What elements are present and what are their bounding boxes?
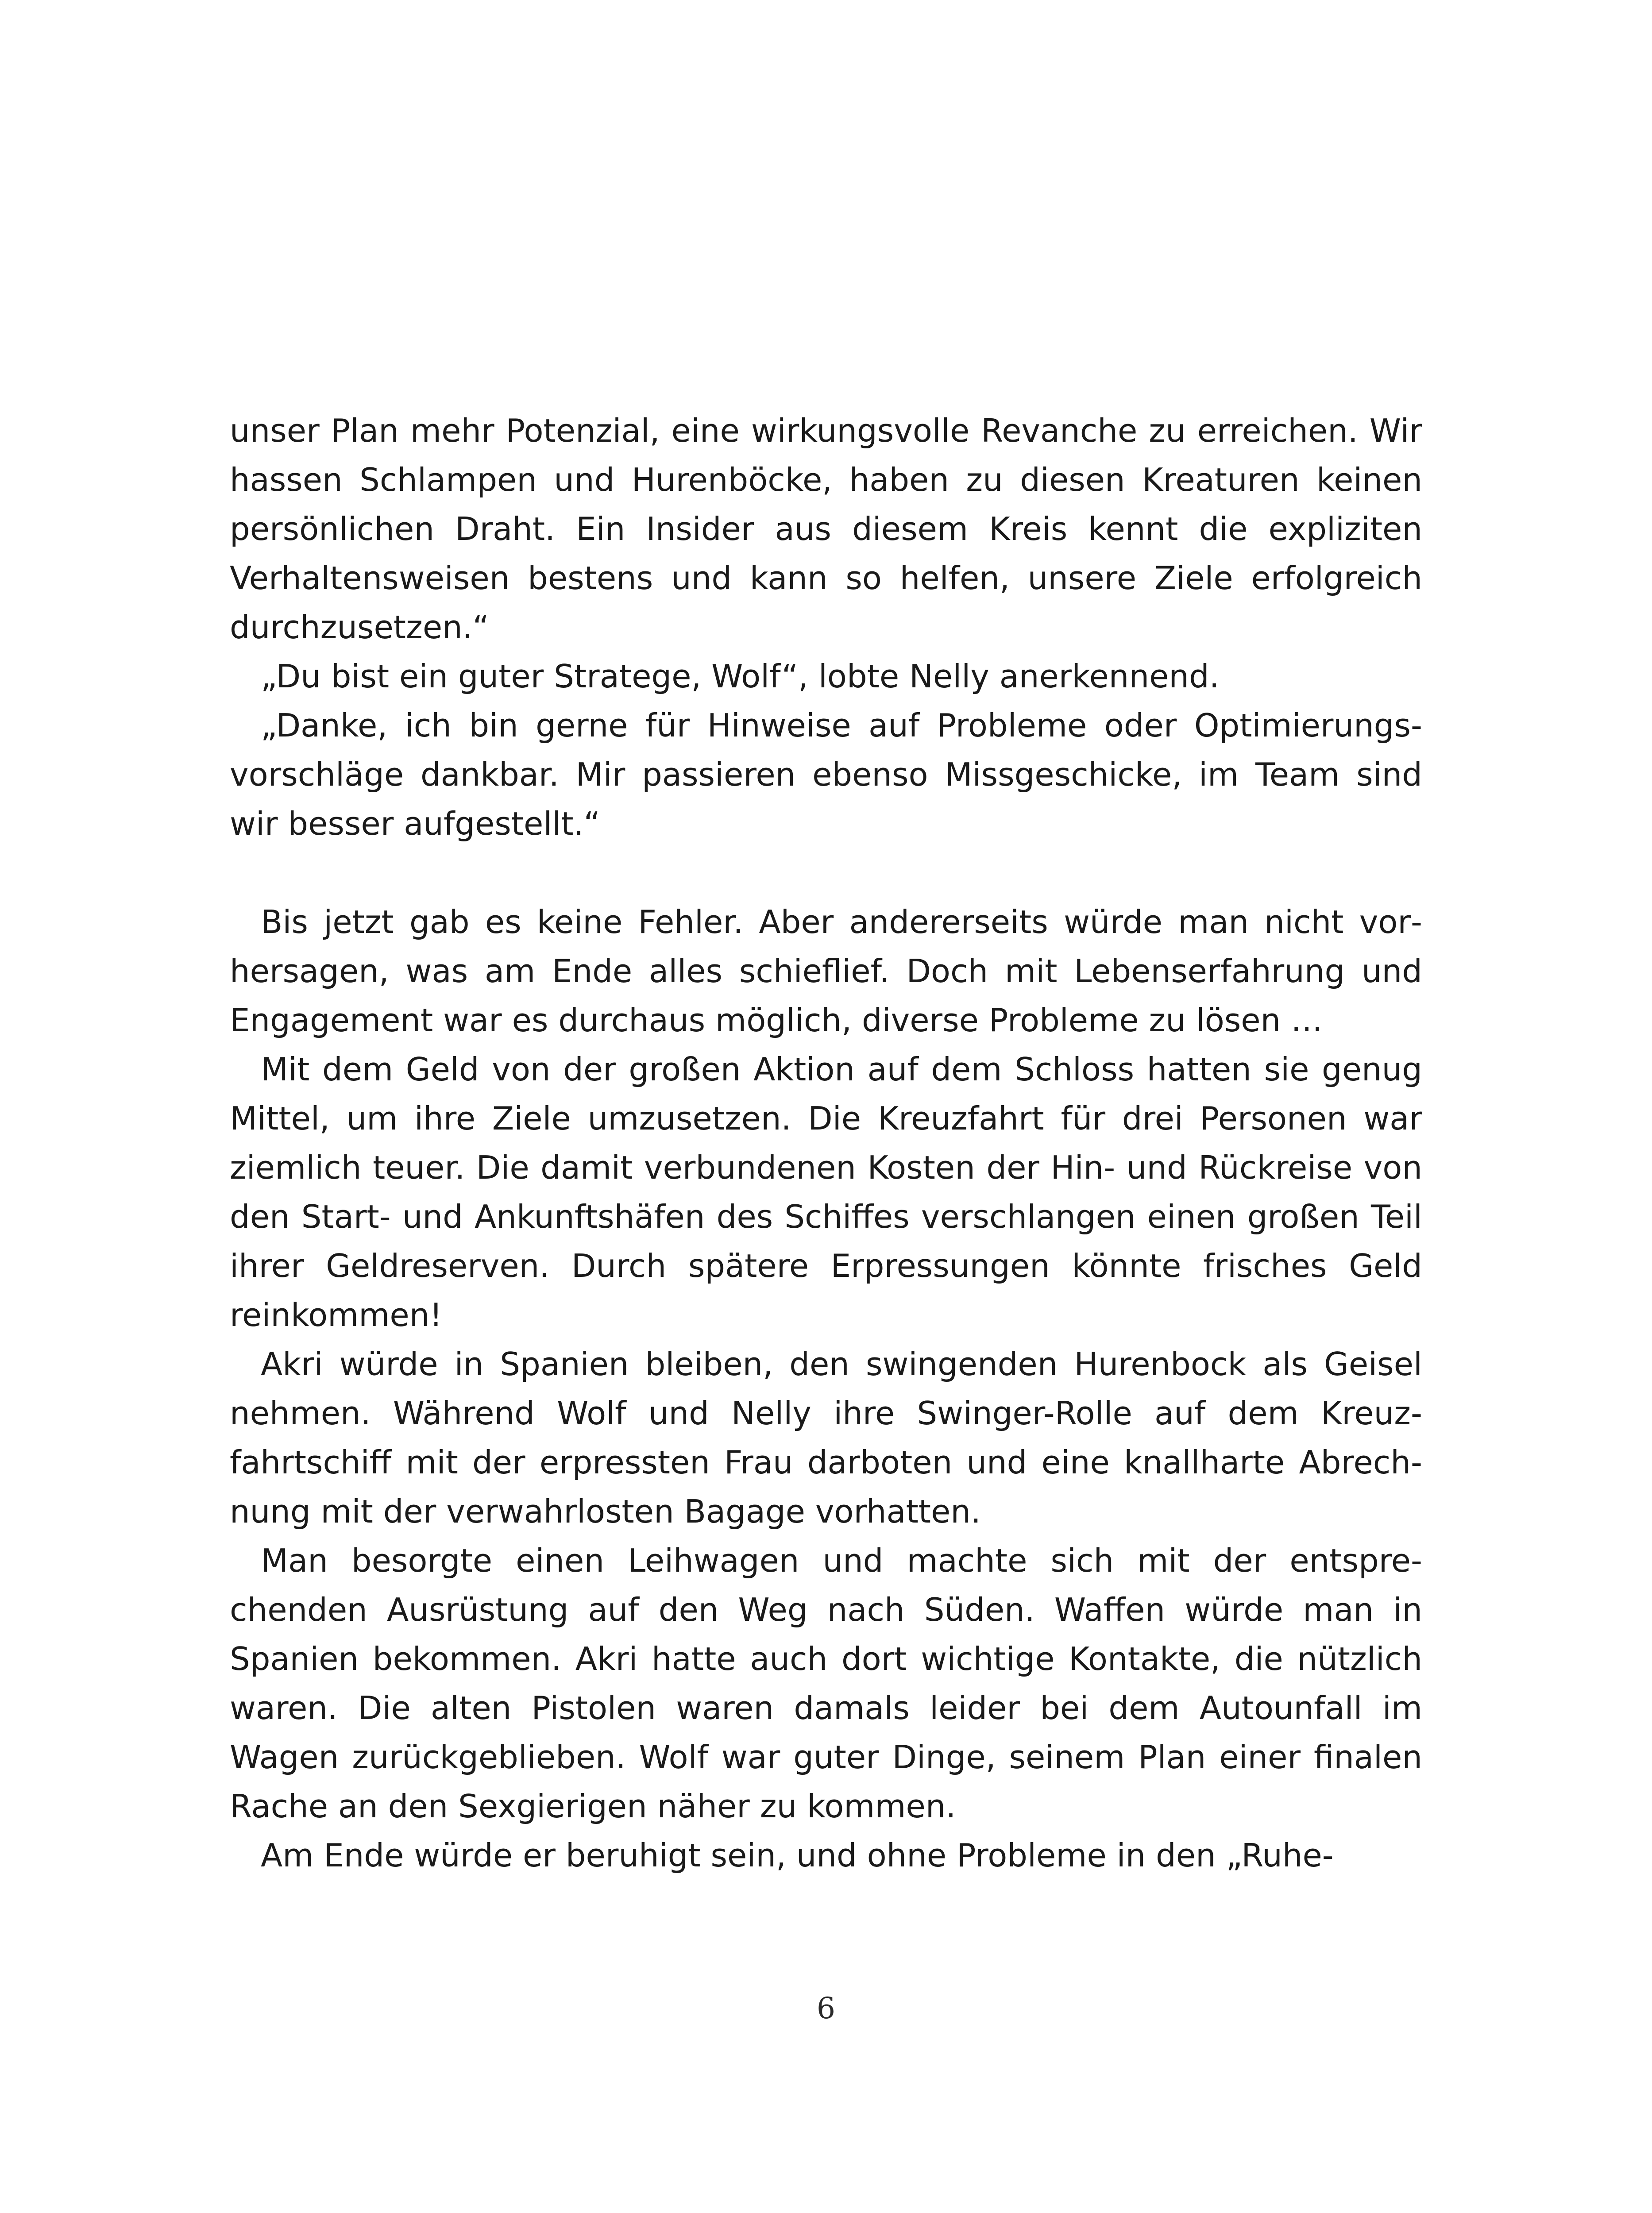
section-break [230, 848, 1422, 898]
paragraph-continuation: unser Plan mehr Potenzial, eine wirkungsvolle Revanche zu erreichen. Wir hassen Schlampen und Hurenböcke, haben zu diesen Kreaturen keinen persönlichen Draht. Ein Insider aus diesem Kreis kennt die expliziten Verhaltensweisen bestens und kann so helfen, unsere Ziele erfolgreich durchzusetzen.“ [230, 412, 1422, 646]
paragraph-no-errors: Bis jetzt gab es keine Fehler. Aber andererseits würde man nicht vorhersagen, was am Ende alles schieflief. Doch mit Lebenserfahrung und Engagement war es durchaus möglich, diverse Probleme zu lösen … [230, 903, 1422, 1039]
page-number: 6 [817, 1991, 835, 2025]
paragraph-dialogue-wolf: „Danke, ich bin gerne für Hinweise auf Probleme oder Optimierungsvorschläge dankbar. Mir passieren ebenso Missgeschicke, im Team sind wir besser aufgestellt.“ [230, 707, 1422, 842]
paragraph-dialogue-nelly: „Du bist ein guter Stratege, Wolf“, lobte Nelly anerkennend. [261, 658, 1220, 695]
paragraph-akri-spain: Akri würde in Spanien bleiben, den swingenden Hurenbock als Geisel nehmen. Während Wolf und Nelly ihre Swinger-Rolle auf dem Kreuzfahrtschiff mit der erpressten Frau darboten und eine knallharte Abrechnung mit der verwahrlosten Bagage vorhatten. [230, 1346, 1422, 1530]
body-text [230, 406, 1422, 1880]
paragraph-ending: Am Ende würde er beruhigt sein, und ohne Probleme in den „Ruhe- [261, 1837, 1334, 1874]
paragraph-rental-car: Man besorgte einen Leihwagen und machte sich mit der entsprechenden Ausrüstung auf den Weg nach Süden. Waffen würde man in Spanien bekommen. Akri hatte auch dort wichtige Kontakte, die nützlich waren. Die alten Pistolen waren damals leider bei dem Autounfall im Wagen zurückgeblieben. Wolf war guter Dinge, seinem Plan einer finalen Rache an den Sexgierigen näher zu kommen. [230, 1542, 1422, 1825]
paragraph-money: Mit dem Geld von der großen Aktion auf dem Schloss hatten sie genug Mittel, um ihre Ziele umzusetzen. Die Kreuzfahrt für drei Personen war ziemlich teuer. Die damit verbundenen Kosten der Hin- und Rückreise von den Start- und Ankunftshäfen des Schiffes verschlangen einen großen Teil ihrer Geldreserven. Durch spätere Erpressungen könnte frisches Geld reinkommen! [230, 1051, 1422, 1334]
